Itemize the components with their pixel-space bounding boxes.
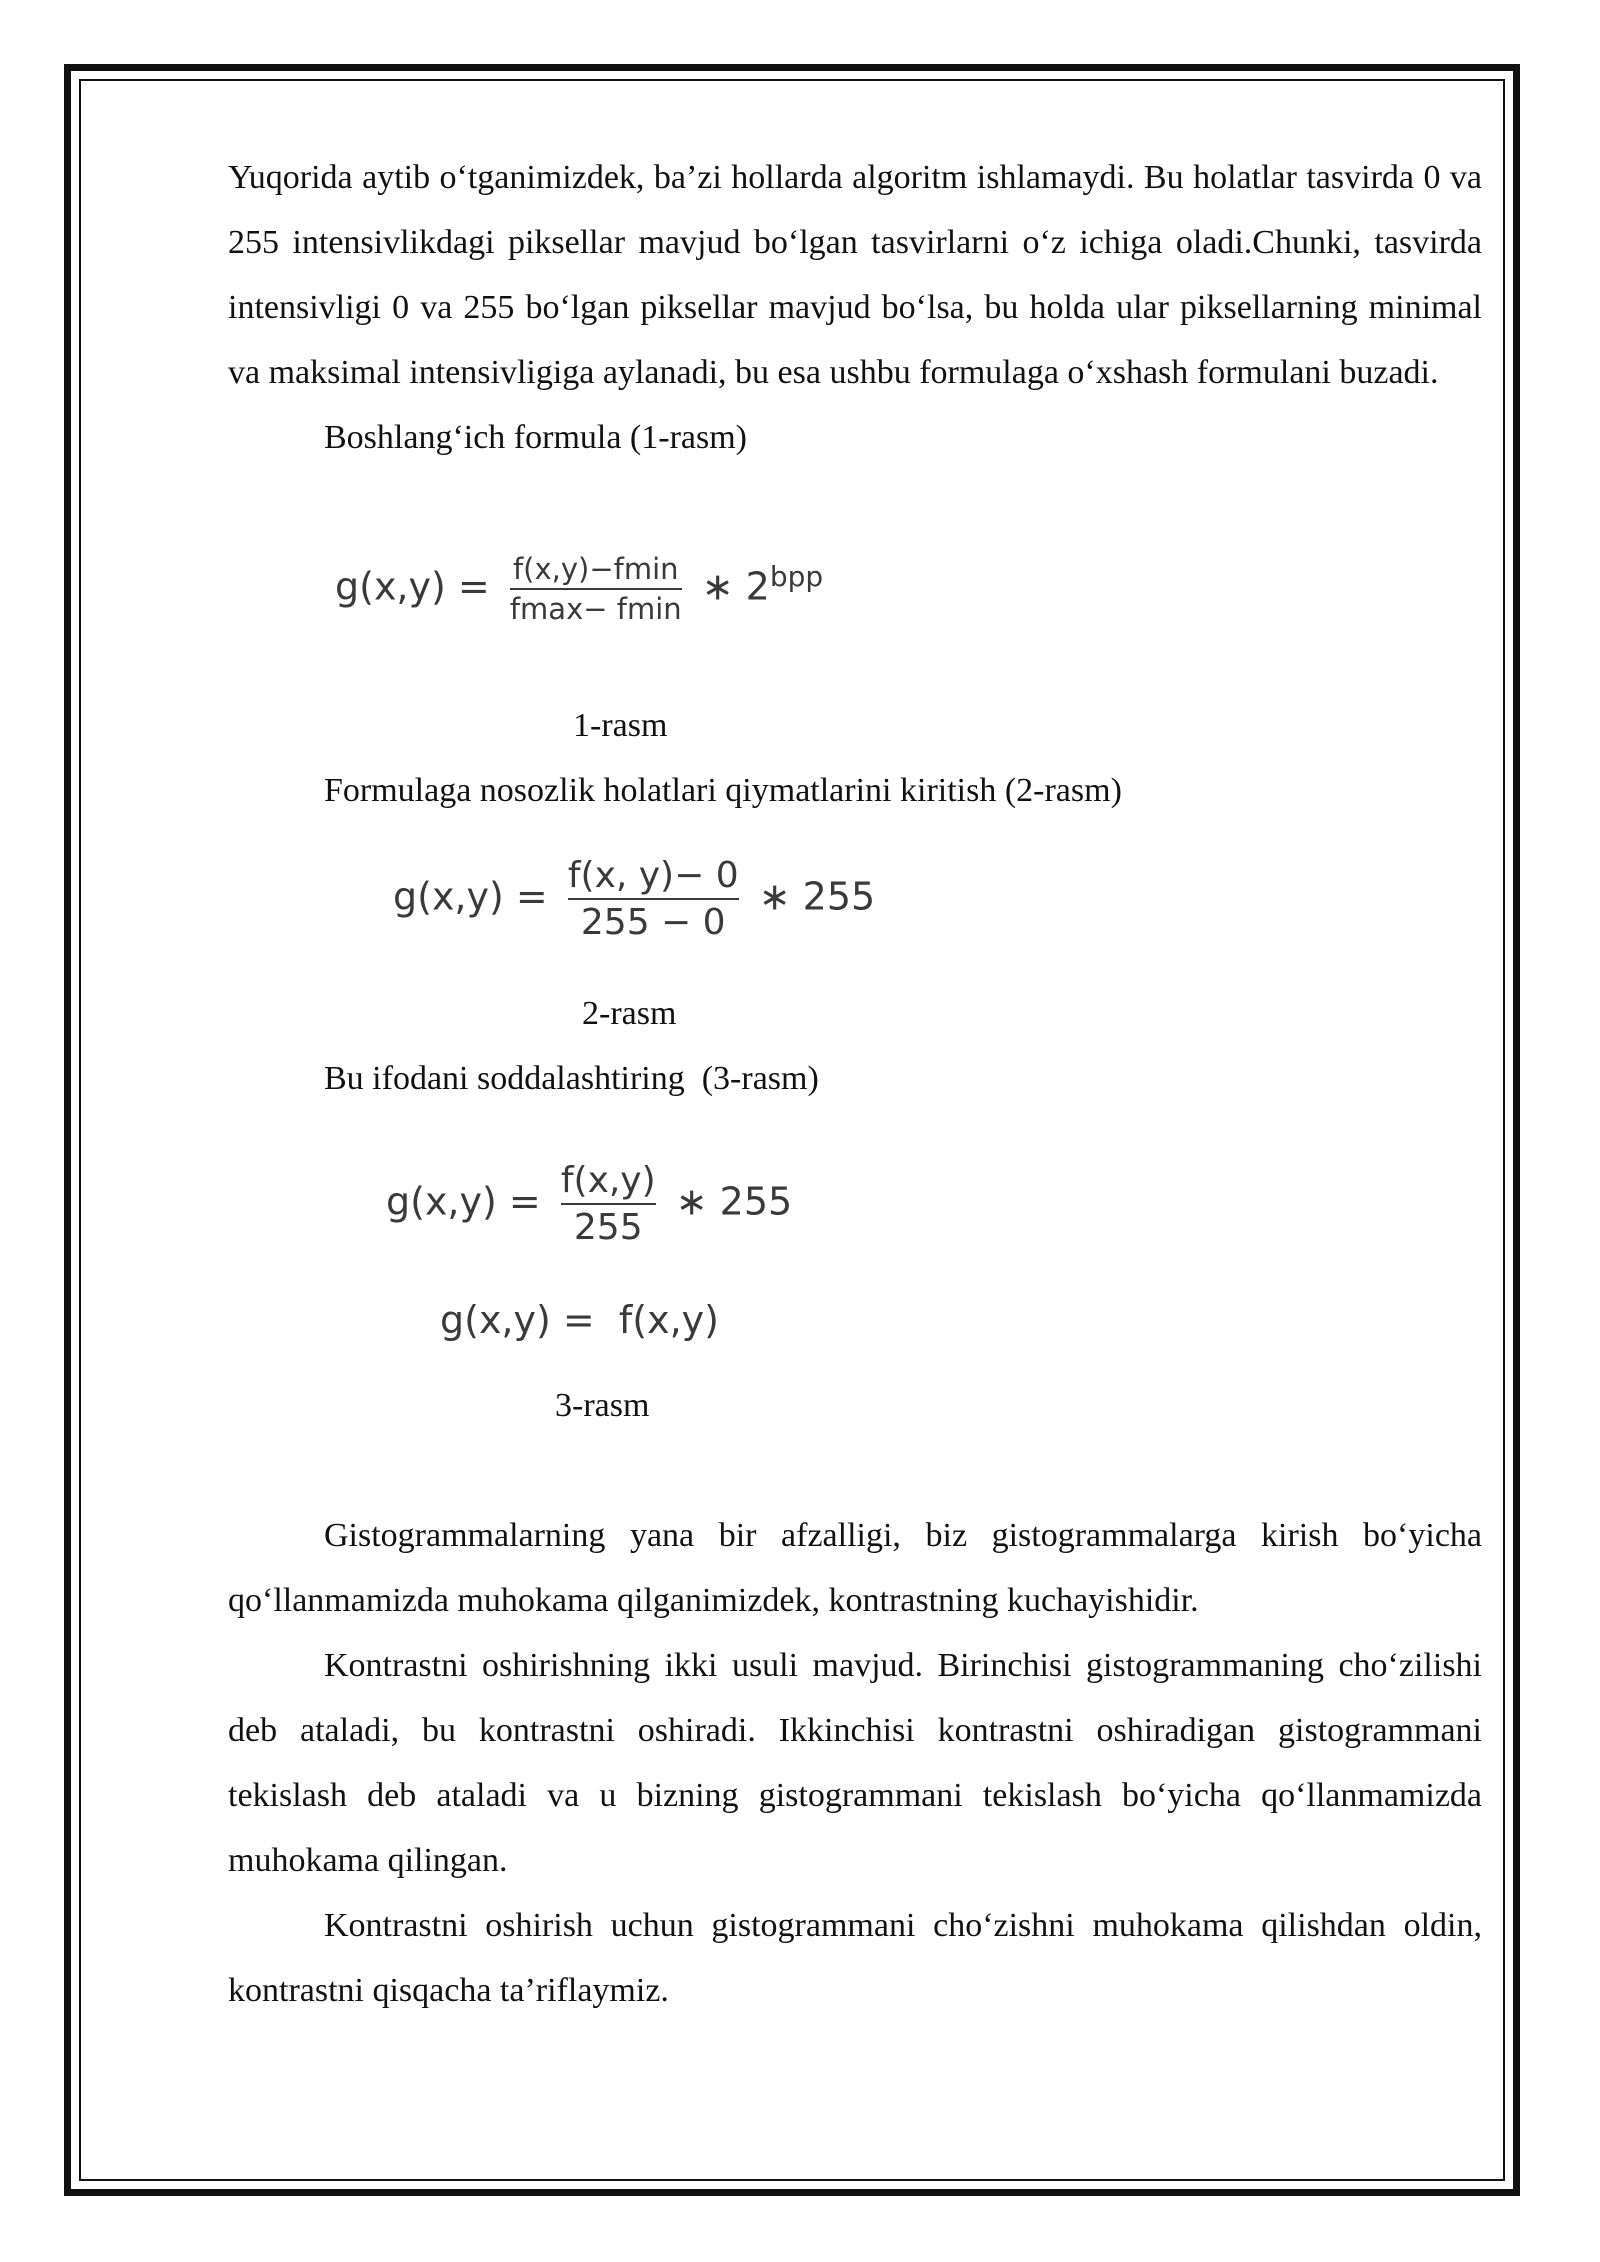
formula-1-fraction <box>510 552 682 626</box>
document-body <box>228 145 1482 470</box>
formula-3a <box>386 1160 792 1248</box>
caption-1: 1-rasm <box>573 707 668 744</box>
formula-3a-lhs: g(x,y) = <box>386 1179 541 1224</box>
formula-2-lhs: g(x,y) = <box>393 874 548 919</box>
formula-2 <box>393 855 875 943</box>
formula-3-intro: Bu ifodani soddalashtiring (3-rasm) <box>324 1060 819 1097</box>
paragraph-4: Kontrastni oshirish uchun gistogrammani cho‘zishni muhokama qilishdan oldin, kontrastni qisqacha ta’riflaymiz. <box>228 1907 1482 2009</box>
formula-1-denominator: fmax− fmin <box>509 592 682 626</box>
formula-2-numerator: f(x, y)− 0 <box>567 855 739 896</box>
fraction-bar <box>510 588 682 590</box>
formula-3b: g(x,y) = f(x,y) <box>440 1298 719 1342</box>
formula-2-intro: Formulaga nosozlik holatlari qiymatlarini kiritish (2-rasm) <box>324 772 1122 809</box>
formula-1 <box>335 552 823 626</box>
fraction-bar <box>561 1203 656 1205</box>
formula-3a-fraction <box>561 1160 656 1248</box>
formula-2-rhs: ∗ 255 <box>758 874 876 919</box>
formula-3a-numerator: f(x,y) <box>560 1160 656 1201</box>
paragraph-2: Gistogrammalarning yana bir afzalligi, biz gistogrammalarga kirish bo‘yicha qo‘llanmamizda muhokama qilganimizdek, kontrastning kuchayishidir. <box>228 1517 1482 1619</box>
formula-2-fraction <box>568 855 739 943</box>
caption-2: 2-rasm <box>582 995 677 1032</box>
document-body-lower <box>228 1503 1482 2023</box>
formula-1-times: ∗ 2 <box>701 564 770 609</box>
caption-3: 3-rasm <box>555 1387 650 1424</box>
formula-1-numerator: f(x,y)−fmin <box>512 552 679 586</box>
paragraph-3: Kontrastni oshirishning ikki usuli mavjud. Birinchisi gistogrammaning cho‘zilishi deb ataladi, bu kontrastni oshiradi. Ikkinchisi kontrastni oshiradigan gistogrammani tekislash deb ataladi va u bizning gistogrammani tekislash bo‘yicha qo‘llanmamizda muhokama qilingan. <box>228 1647 1482 1879</box>
formula-3a-rhs: ∗ 255 <box>675 1179 793 1224</box>
formula-3a-denominator: 255 <box>573 1207 643 1248</box>
formula-1-lhs: g(x,y) = <box>335 564 490 609</box>
fraction-bar <box>568 898 739 900</box>
paragraph-1: Yuqorida aytib o‘tganimizdek, ba’zi hollarda algoritm ishlamaydi. Bu holatlar tasvirda 0 va 255 intensivlikdagi piksellar mavjud bo‘lgan tasvirlarni o‘z ichiga oladi.Chunki, tasvirda intensivligi 0 va 255 bo‘lgan piksellar mavjud bo‘lsa, bu holda ular piksellarning minimal va maksimal intensivligiga aylanadi, bu esa ushbu formulaga o‘xshash formulani buzadi. <box>228 159 1482 391</box>
formula-2-denominator: 255 − 0 <box>580 902 726 943</box>
formula-1-exponent: bpp <box>769 559 824 593</box>
formula-1-intro: Boshlang‘ich formula (1-rasm) <box>324 419 747 456</box>
